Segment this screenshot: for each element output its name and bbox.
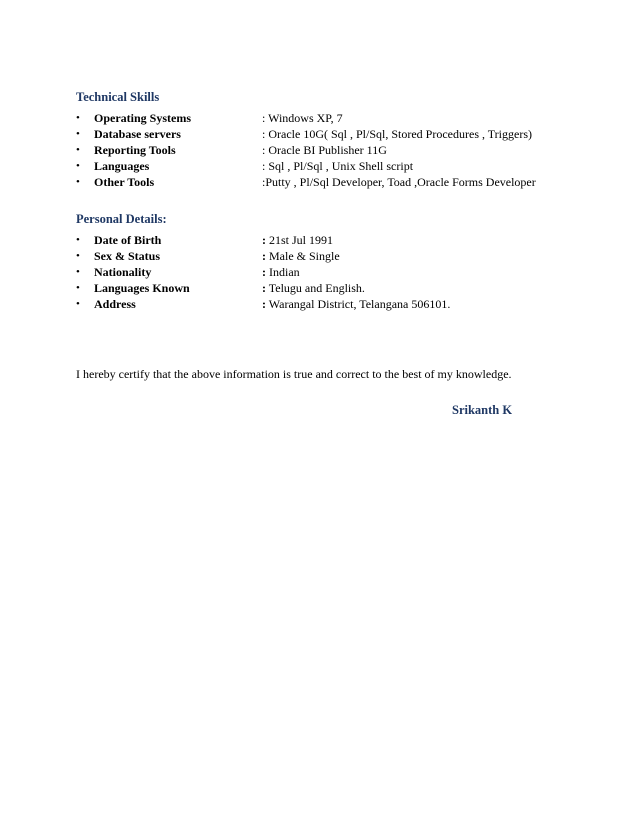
skill-row-languages [76,158,596,174]
bullet-icon: • [76,160,80,172]
detail-row-nationality [76,264,596,280]
skill-value: : Sql , Pl/Sql , Unix Shell script [262,159,414,173]
skill-row-other-tools [76,174,596,190]
skill-label: Reporting Tools [94,143,176,157]
skill-row-reporting-tools [76,142,596,158]
detail-row-date-of-birth [76,232,596,248]
skill-value: : Windows XP, 7 [262,111,343,125]
detail-value: : Indian [262,265,300,279]
skill-row-operating-systems [76,110,596,126]
detail-label: Address [94,297,136,311]
skill-row-database-servers [76,126,596,142]
bullet-icon: • [76,266,80,278]
personal-details-heading: Personal Details: [76,212,167,226]
signature-name: Srikanth K [452,403,513,417]
detail-value: : Warangal District, Telangana 506101. [262,297,451,311]
detail-row-sex-status [76,248,596,264]
detail-label: Nationality [94,265,152,279]
skill-label: Languages [94,159,150,173]
declaration-text: I hereby certify that the above information is true and correct to the best of my knowledge. [76,367,512,381]
skill-value: : Oracle 10G( Sql , Pl/Sql, Stored Procedures , Triggers) [262,127,532,141]
bullet-icon: • [76,112,80,124]
skill-label: Operating Systems [94,111,191,125]
detail-label: Sex & Status [94,249,161,263]
bullet-icon: • [76,234,80,246]
detail-value: : Telugu and English. [262,281,365,295]
skill-label: Other Tools [94,175,155,189]
detail-value: : 21st Jul 1991 [262,233,334,247]
skill-value: : Oracle BI Publisher 11G [262,143,387,157]
skill-value: :Putty , Pl/Sql Developer, Toad ,Oracle Forms Developer [262,175,536,189]
detail-row-languages-known [76,280,596,296]
bullet-icon: • [76,282,80,294]
technical-skills-heading: Technical Skills [76,90,160,104]
detail-row-address [76,296,596,312]
bullet-icon: • [76,128,80,140]
bullet-icon: • [76,298,80,310]
bullet-icon: • [76,176,80,188]
skill-label: Database servers [94,127,181,141]
bullet-icon: • [76,250,80,262]
bullet-icon: • [76,144,80,156]
detail-value: : Male & Single [262,249,340,263]
detail-label: Date of Birth [94,233,162,247]
detail-label: Languages Known [94,281,190,295]
